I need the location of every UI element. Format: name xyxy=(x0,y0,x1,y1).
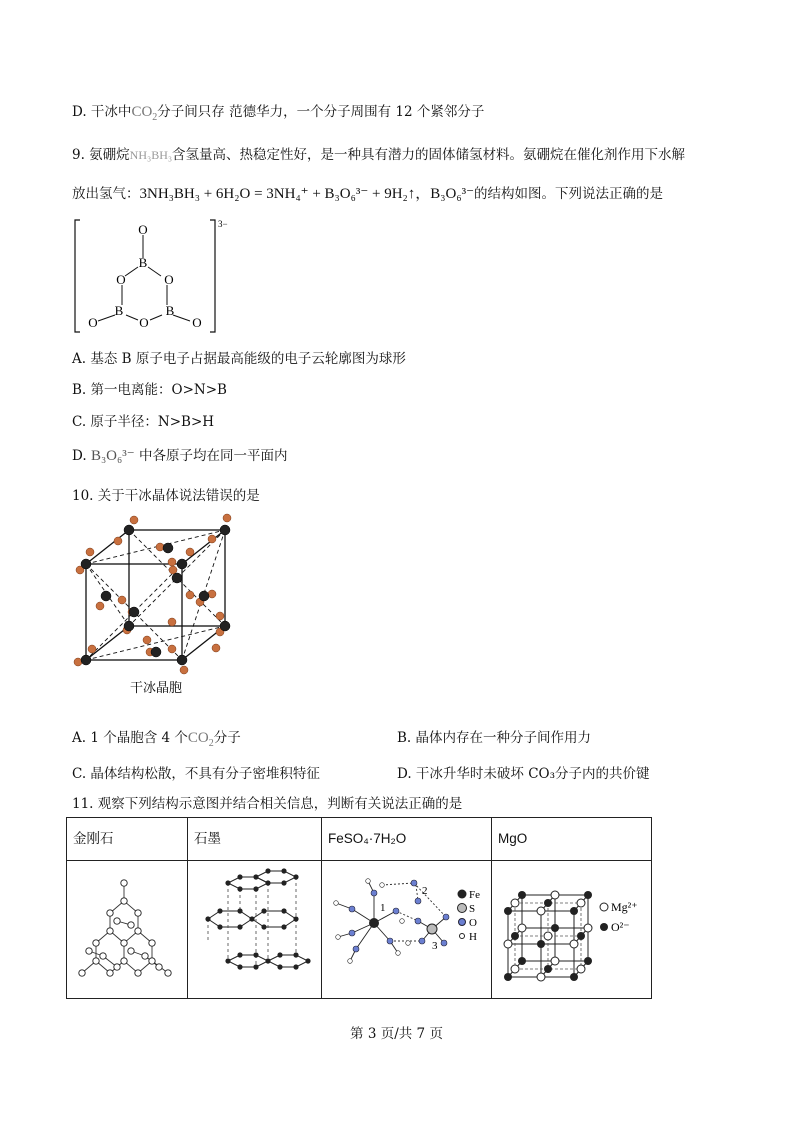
q9-text2-suffix: 的结构如图。下列说法正确的是 xyxy=(474,186,663,202)
diamond-structure xyxy=(67,861,181,994)
b3o6-structure xyxy=(72,212,242,337)
q10-option-b: B. 晶体内存在一种分子间作用力 xyxy=(397,730,592,746)
q8d-formula-sub: 2 xyxy=(152,112,158,123)
header-graphite: 石墨 xyxy=(188,818,322,861)
atom-o-top: O xyxy=(138,222,148,237)
page-footer: 第 3 页/共 7 页 xyxy=(350,1026,443,1042)
structure-charge: 3− xyxy=(218,219,228,229)
q9-text1: 含氢量高、热稳定性好，是一种具有潜力的固体储氢材料。氨硼烷在催化剂作用下水解 xyxy=(172,147,686,163)
legend-mg: Mg²⁺ xyxy=(611,900,638,914)
q9-option-c: C. 原子半径：N>B>H xyxy=(72,414,215,430)
q8d-prefix: D. 干冰中 xyxy=(72,104,132,120)
legend-h: H xyxy=(469,931,477,943)
label-2: 2 xyxy=(422,885,428,897)
fe-atom xyxy=(369,918,379,928)
atom-b-right: B xyxy=(165,303,175,318)
q10-option-d: D. 干冰升华时未破坏 CO₃分子内的共价键 xyxy=(397,766,650,782)
q10-option-a xyxy=(72,726,241,749)
q9-option-b: B. 第一电离能：O>N>B xyxy=(72,382,227,398)
q9d-label: D. xyxy=(72,448,87,464)
atom-o-right: O xyxy=(164,272,174,287)
dry-ice-unit-cell xyxy=(72,512,242,702)
unit-cell-caption: 干冰晶胞 xyxy=(129,680,183,695)
atom-b-left: B xyxy=(114,303,124,318)
q9-stem-line1 xyxy=(72,143,685,163)
q10a-tail: 分子 xyxy=(213,730,241,746)
atom-o-left: O xyxy=(116,272,126,287)
q9-option-d xyxy=(72,444,287,465)
q8d-suffix: 分子间只存 范德华力，一个分子周围有 12 个紧邻分子 xyxy=(157,104,485,120)
q9-equation: 3NH₃BH₃ + 6H₂O = 3NH₄⁺ + B₃O₆³⁻ + 9H₂↑， xyxy=(139,186,431,202)
q8d-formula xyxy=(131,104,158,123)
atom-o-br: O xyxy=(192,315,202,330)
q9-formula: NH₃BH₃ xyxy=(129,148,173,162)
legend-o: O xyxy=(469,917,477,929)
legend-fe: Fe xyxy=(469,889,480,901)
cell-graphite xyxy=(188,861,322,999)
q10-option-c: C. 晶体结构松散，不具有分子密堆积特征 xyxy=(72,766,320,782)
cell-diamond xyxy=(67,861,188,999)
q8d-formula-text: CO xyxy=(131,104,153,120)
header-mgo: MgO xyxy=(492,818,652,861)
atom-o-bl: O xyxy=(88,315,98,330)
q11-structure-table xyxy=(66,817,652,999)
q10a-formula-sub: 2 xyxy=(208,738,214,749)
q10a-formula-text: CO xyxy=(187,730,209,746)
atom-b-top: B xyxy=(138,255,148,270)
legend-s: S xyxy=(469,903,476,915)
graphite-structure xyxy=(188,861,315,994)
q9-option-a: A. 基态 B 原子电子占据最高能级的电子云轮廓图为球形 xyxy=(72,351,406,367)
q10a-text: A. 1 个晶胞含 4 个 xyxy=(72,730,188,746)
q10-stem: 10. 关于干冰晶体说法错误的是 xyxy=(72,488,260,504)
q9-ion: B₃O₆³⁻ xyxy=(430,186,474,202)
legend-o2: O²⁻ xyxy=(611,920,630,934)
q9-prefix: 9. 氨硼烷 xyxy=(72,147,130,163)
q9-text2-prefix: 放出氢气： xyxy=(72,186,140,202)
q9-stem-line2 xyxy=(72,182,663,203)
atom-o-bottom: O xyxy=(139,315,149,330)
label-3: 3 xyxy=(432,940,438,952)
q9d-text: 中各原子均在同一平面内 xyxy=(138,448,288,464)
label-1: 1 xyxy=(380,902,386,914)
q11-stem: 11. 观察下列结构示意图并结合相关信息，判断有关说法正确的是 xyxy=(72,796,463,812)
mgo-structure xyxy=(492,861,645,994)
cell-mgo xyxy=(492,861,652,999)
feso4-structure xyxy=(322,861,485,994)
q10a-formula xyxy=(187,730,214,749)
header-feso4: FeSO₄·7H₂O xyxy=(322,818,492,861)
header-diamond: 金刚石 xyxy=(67,818,188,861)
cell-feso4 xyxy=(322,861,492,999)
q9d-ion: B₃O₆³⁻ xyxy=(90,448,135,464)
q8-option-d xyxy=(72,100,484,123)
